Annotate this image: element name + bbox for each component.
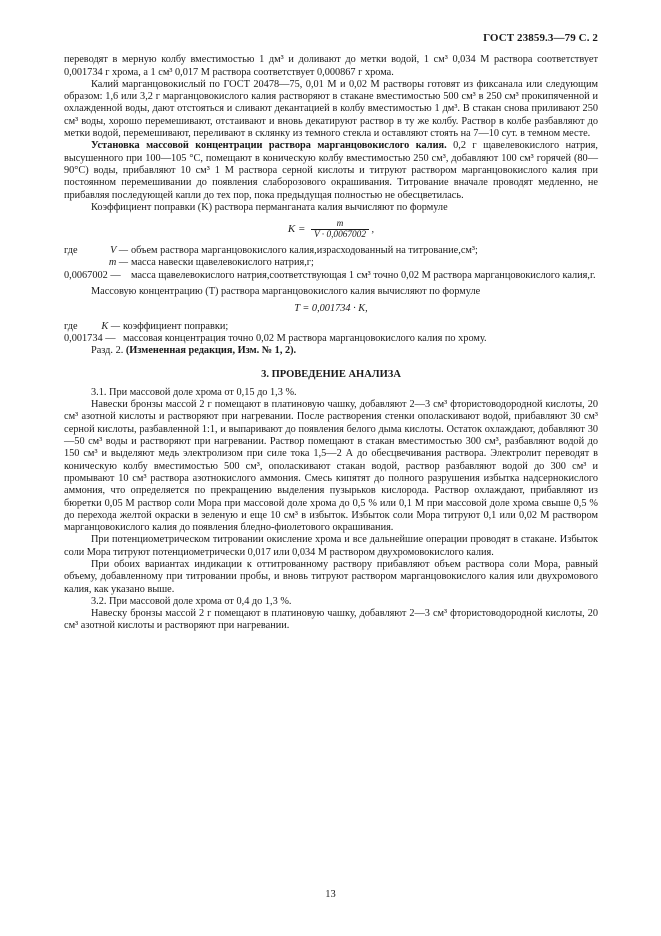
definition-text: масса навески щавелевокислого натрия,г;: [131, 257, 314, 269]
definition-symbol: V —: [110, 245, 128, 257]
page-header: ГОСТ 23859.3—79 С. 2: [483, 32, 598, 44]
paragraph-revision-note: [64, 345, 598, 357]
standardization-text: 0,2 г щавелевокислого натрия, высушенного при 100—105 °С, помещают в коническую колбу вместимостью 250 см³, добавляют 100 см³ горячей (80—90°С) воды, прибавляют 10 см³ 1 М раствора серной кислоты и титруют раствором марганцовокислого калия при постоянном перемешивании до появления слаборозового окрашивания. Титрование вначале проводят медленно, не прибавляя последующей капли до тех пор, пока предыдущая полностью не обесцветилась.: [64, 140, 598, 201]
definition-lead: где: [64, 245, 78, 257]
formula-k-numerator: m: [336, 219, 344, 230]
paragraph-procedure: Навески бронзы массой 2 г помещают в платиновую чашку, добавляют 2—3 см³ фтористоводородной кислоты, 20 см³ азотной кислоты и растворяют при нагревании. После растворения стенки ополаскивают водой, прибавляют 30 см³ серной кислоты, разбавленной 1:1, и выпаривают до появления белого дыма кислоты. Остаток охлаждают, добавляют 30—50 см³ воды и растворяют при нагревании. Раствор помещают в стакан вместимостью 300 см³, разбавляют водой до 150 см³ и выделяют медь электролизом при силе тока 1,5—2 А до обесцвечивания раствора. Электролит переводят в коническую колбу вместимостью 500 см³, ополаскивают стакан водой, раствор разбавляют водой до 300 см³ и промывают 10 см³ раствора азотнокислого аммония. Смесь кипятят до полного разрушения избытка надсернокислого аммония, что определяется по прекращению выделения пузырьков кислорода. Раствор охлаждают, прибавляют из бюретки 0,05 М раствор соли Мора при массовой доле хрома до 0,5 % или 0,1 М при массовой доле хрома свыше 0,5 % до перехода желтой окраски в зеленую и еще 10 см³ в избыток. Избыток соли Мора титруют 0,1 или 0,02 М раствором марганцовокислого калия до появления бледно-фиолетового окрашивания.: [64, 399, 598, 534]
formula-k-lhs: K =: [287, 223, 306, 236]
paragraph-continuation: переводят в мерную колбу вместимостью 1 дм³ и доливают до метки водой, 1 см³ 0,034 М раствора соответствует 0,001734 г хрома, а 1 см³ 0,017 М раствора соответствует 0,000867 г хрома.: [64, 54, 598, 78]
page-number: 13: [325, 889, 336, 900]
definition-text: коэффициент поправки;: [123, 320, 229, 332]
formula-k-tail: ,: [371, 224, 375, 236]
section-title: 3. ПРОВЕДЕНИЕ АНАЛИЗА: [261, 368, 401, 380]
formula-k-denominator: V · 0,0067002: [311, 229, 369, 240]
definition-text: массовая концентрация точно 0,02 М раствора марганцовокислого калия по хрому.: [123, 332, 487, 344]
definition-text: объем раствора марганцовокислого калия,израсходованный на титрование,см³;: [131, 245, 478, 257]
definition-row: [64, 245, 598, 257]
definition-symbol: m —: [108, 257, 128, 269]
paragraph-3-2-procedure: Навеску бронзы массой 2 г помещают в платиновую чашку, добавляют 2—3 см³ фтористоводородной кислоты, 20 см³ азотной кислоты и растворяют при нагревании.: [64, 608, 598, 632]
definition-row: [64, 333, 598, 345]
definition-row: [64, 321, 598, 333]
paragraph-concentration-intro: Массовую концентрацию (T) раствора марганцовокислого калия вычисляют по формуле: [91, 286, 481, 298]
revision-note-label: Разд. 2.: [91, 345, 126, 357]
definition-symbol: K —: [101, 320, 120, 332]
revision-note-bold: (Измененная редакция, Изм. № 1, 2).: [125, 345, 297, 357]
formula-k-fraction: [311, 219, 369, 240]
paragraph-3-1: 3.1. При массовой доле хрома от 0,15 до 1,3 %.: [91, 386, 297, 398]
standardization-heading: Установка массовой концентрации раствора марганцовокислого калия.: [91, 140, 447, 152]
definition-text: масса щавелевокислого натрия,соответствующая 1 см³ точно 0,02 М раствора марганцовокислого калия,г.: [131, 269, 596, 281]
formula-k: [64, 219, 598, 240]
paragraph-potentiometric: При потенциометрическом титровании окисление хрома и все дальнейшие операции проводят в стакане. Избыток соли Мора титруют потенциометрически 0,017 или 0,034 М раствором двухромовокислого калия.: [64, 534, 598, 558]
definition-lead: где: [64, 320, 78, 332]
formula-t: T = 0,001734 · K,: [294, 303, 368, 315]
definition-row: [64, 257, 598, 269]
paragraph-3-2: 3.2. При массовой доле хрома от 0,4 до 1,3 %.: [91, 595, 292, 607]
paragraph-permanganate-prep: Калий марганцовокислый по ГОСТ 20478—75, 0,01 М и 0,02 М растворы готовят из фиксанала или следующим образом: 1,6 или 3,2 г марганцовокислого калия растворяют в стакане вместимостью 500 см³ в 250 см³ прокипяченной и охлажденной воды, дают отстояться и сливают декантацией в колбу вместимостью 1 дм³. В стакан снова приливают 250 см³ воды, хорошо перемешивают, отстаивают и вновь декатируют раствор в ту же колбу. Раствор в колбе разбавляют до метки водой, перемешивают, переливают в склянку из темного стекла и оставляют стоять на 7—10 сут. в темном месте.: [64, 78, 598, 140]
definition-lead: 0,0067002 —: [64, 269, 121, 281]
definition-lead: 0,001734 —: [64, 332, 116, 344]
document-page: [64, 32, 598, 633]
paragraph-standardization: [64, 140, 598, 201]
definition-row: [64, 270, 598, 282]
paragraph-both-variants: При обоих вариантах индикации к оттитрованному раствору прибавляют объем раствора соли Мора, равный объему, добавленному при титровании пробы, и вновь титруют раствором марганцовокислого калия или двухромового калия, как указано выше.: [64, 558, 598, 595]
paragraph-coefficient-intro: Коэффициент поправки (K) раствора перманганата калия вычисляют по формуле: [91, 201, 448, 213]
